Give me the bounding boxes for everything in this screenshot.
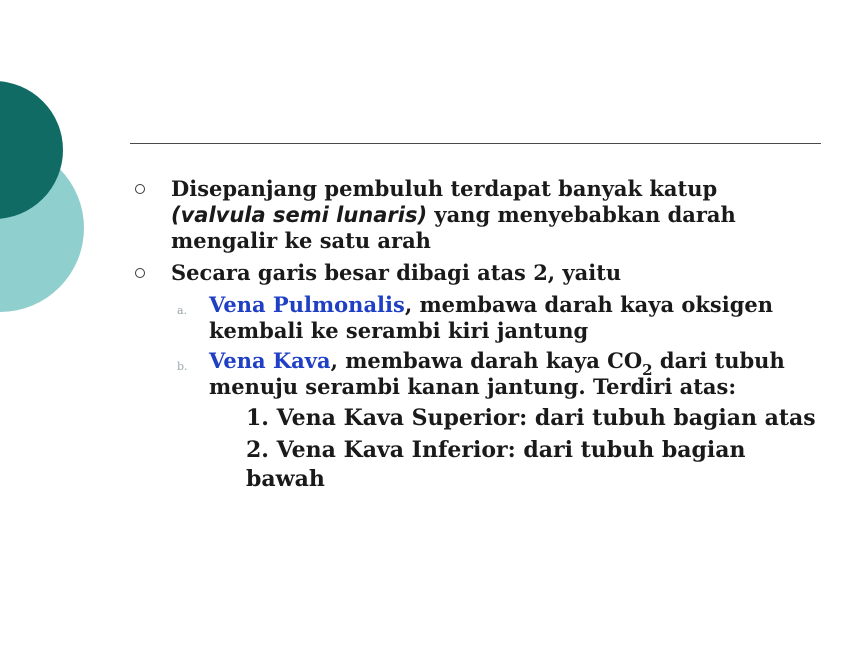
paren-open: (	[171, 203, 181, 227]
sub-item	[130, 292, 830, 344]
latin-term: valvula semi lunaris	[180, 203, 418, 227]
sub-item	[130, 348, 830, 400]
bullet-text: Disepanjang pembuluh terdapat banyak katup	[171, 176, 718, 201]
bullet-item	[130, 176, 830, 254]
bullet-circle-icon	[135, 268, 145, 278]
sub-item-text: , membawa darah kaya CO	[330, 348, 643, 373]
highlight-term: Vena Kava	[209, 348, 331, 373]
bullet-circle-icon	[135, 184, 145, 194]
subscript: 2	[642, 361, 653, 379]
title-divider	[130, 143, 821, 144]
sub-item-marker: a.	[177, 304, 188, 317]
slide-body	[130, 176, 830, 494]
bullet-text: Secara garis besar dibagi atas 2, yaitu	[171, 260, 622, 285]
paren-close: )	[417, 203, 428, 227]
sub-item-text: , membawa darah kaya oksigen kembali ke serambi kiri jantung	[209, 292, 774, 343]
numbered-item: 2. Vena Kava Inferior: dari tubuh bagian bawah	[246, 437, 746, 492]
bullet-text-continued: yang menyebabkan darah mengalir ke satu arah	[171, 202, 736, 253]
bullet-item	[130, 260, 830, 286]
numbered-item: 1. Vena Kava Superior: dari tubuh bagian atas	[246, 405, 816, 431]
highlight-term: Vena Pulmonalis	[209, 292, 405, 317]
decorative-circles	[0, 0, 120, 360]
sub-item-marker: b.	[177, 360, 188, 373]
sub-item-text-continued: dari tubuh menuju serambi kanan jantung. Terdiri atas:	[209, 348, 785, 399]
